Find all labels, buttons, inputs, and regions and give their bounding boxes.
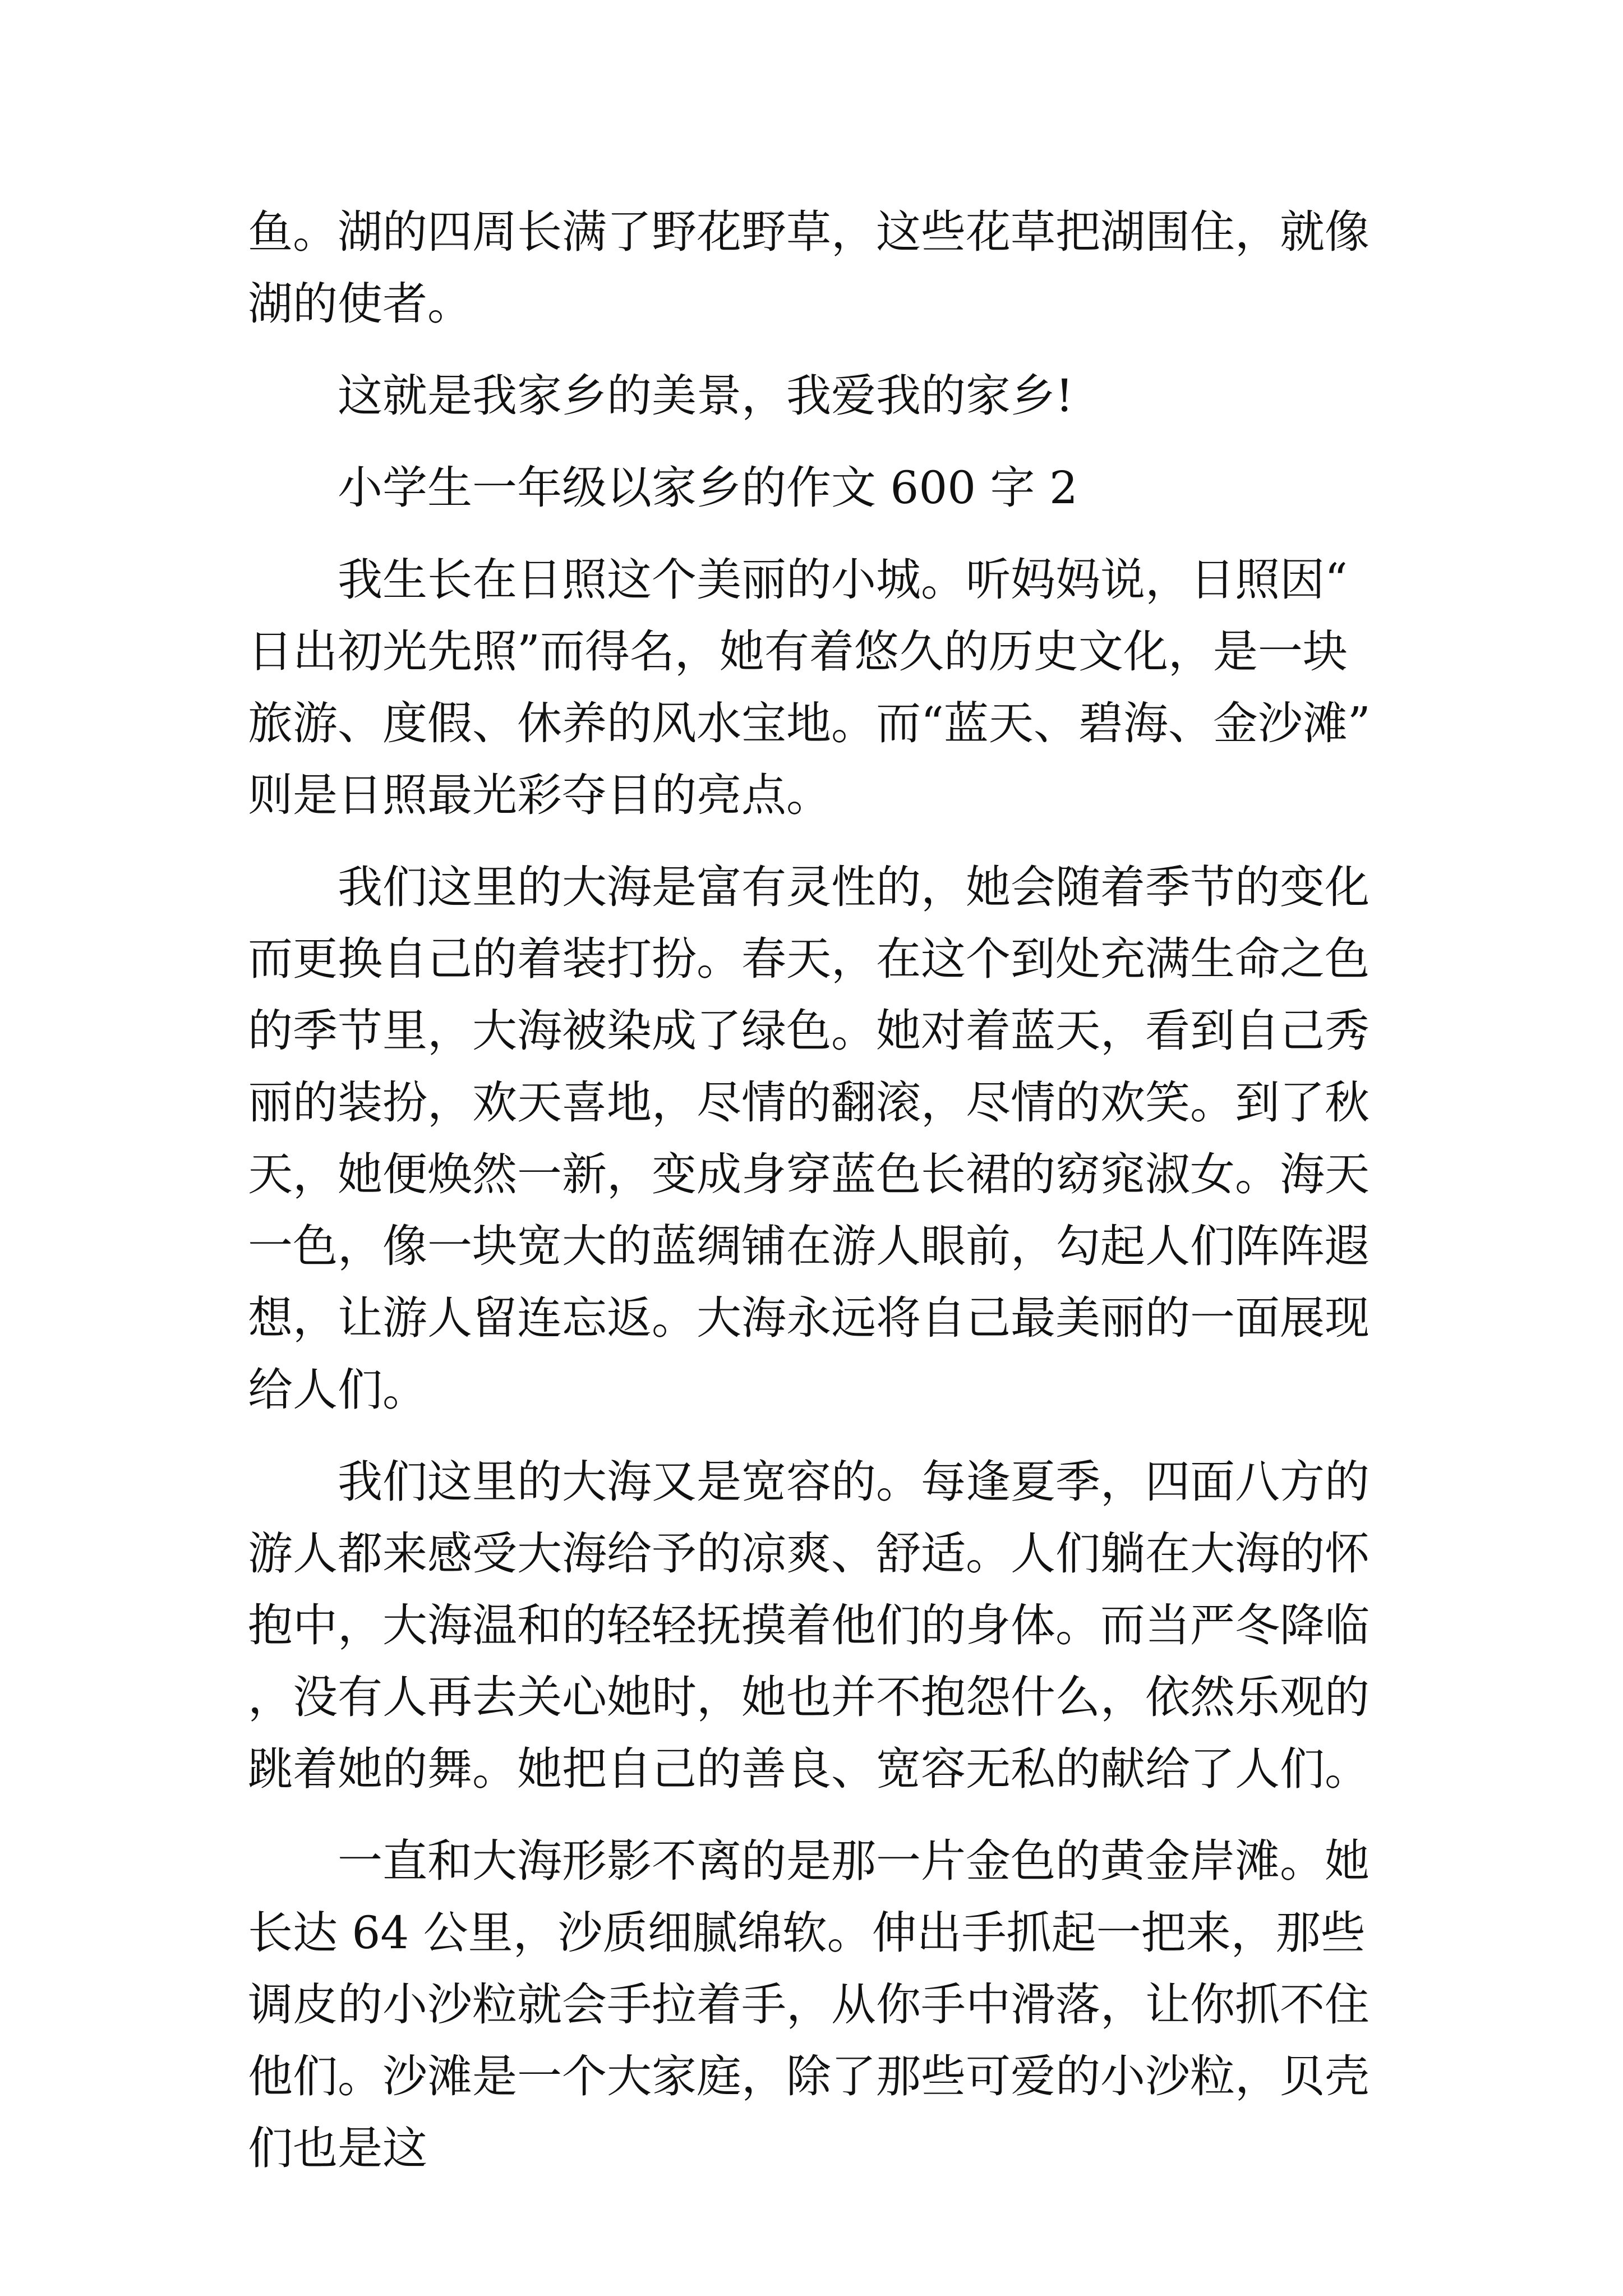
document-body: [248, 196, 1375, 2184]
paragraph-5: 我们这里的大海是富有灵性的，她会随着季节的变化而更换自己的着装打扮。春天，在这个到处充满生命之色的季节里，大海被染成了绿色。她对着蓝天，看到自己秀丽的装扮，欢天喜地，尽情的翻滚，尽情的欢笑。到了秋天，她便焕然一新，变成身穿蓝色长裙的窈窕淑女。海天一色，像一块宽大的蓝绸铺在游人眼前，勾起人们阵阵遐想，让游人留连忘返。大海永远将自己最美丽的一面展现给人们。: [248, 861, 1370, 1416]
paragraph-7: 一直和大海形影不离的是那一片金色的黄金岸滩。她长达 64 公里，沙质细腻绵软。伸出手抓起一把来，那些调皮的小沙粒就会手拉着手，从你手中滑落，让你抓不住他们。沙滩是一个大家庭，除了那些可爱的小沙粒，贝壳们也是这: [248, 1835, 1370, 2174]
paragraph-4: 我生长在日照这个美丽的小城。听妈妈说，日照因“日出初光先照”而得名，她有着悠久的历史文化，是一块旅游、度假、休养的风水宝地。而“蓝天、碧海、金沙滩”则是日照最光彩夺目的亮点。: [248, 554, 1371, 821]
section-heading: 小学生一年级以家乡的作文 600 字 2: [338, 462, 1078, 514]
paragraph-1: 鱼。湖的四周长满了野花野草，这些花草把湖围住，就像湖的使者。: [248, 206, 1370, 330]
paragraph-2: 这就是我家乡的美景，我爱我的家乡!: [338, 370, 1074, 422]
paragraph-6: 我们这里的大海又是宽容的。每逢夏季，四面八方的游人都来感受大海给予的凉爽、舒适。人们躺在大海的怀抱中，大海温和的轻轻抚摸着他们的身体。而当严冬降临，没有人再去关心她时，她也并不抱怨什么，依然乐观的跳着她的舞。她把自己的善良、宽容无私的献给了人们。: [248, 1456, 1370, 1795]
